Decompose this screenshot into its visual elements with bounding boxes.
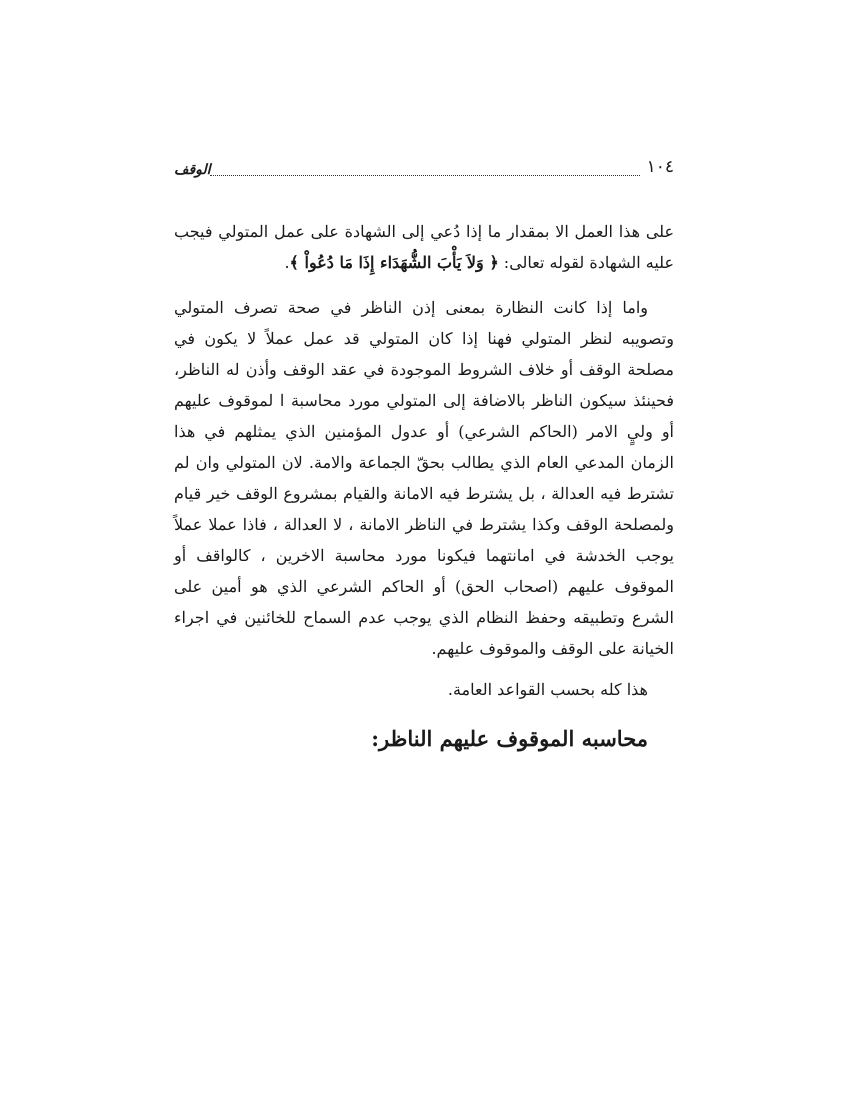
paragraph-2: واما إذا كانت النظارة بمعنى إذن الناظر في صحة تصرف المتولي وتصويبه لنظر المتولي فهنا إذا كان المتولي قد عمل عملاً لا يكون في مصلحة الوقف أو خلاف الشروط الموجودة في عقد الوقف وأذن له الناظر، فحينئذ سيكون الناظر بالاضافة إلى المتولي مورد محاسبة ا لموقوف عليهم أو وليٍ الامر (الحاكم الشرعي) أو عدول المؤمنين الذي يمثلهم في هذا الزمان المدعي العام الذي يطالب بحقّ الجماعة والامة. لان المتولي وان لم تشترط فيه العدالة ، بل يشترط فيه الامانة والقيام بمشروع الوقف خير قيام ولمصلحة الوقف وكذا يشترط في الناظر الامانة ، لا العدالة ، فاذا عملا عملاً يوجب الخدشة في امانتهما فيكونا مورد محاسبة الاخرين ، كالواقف أو الموقوف عليهم (اصحاب الحق) أو الحاكم الشرعي الذي هو أمين على الشرع وتطبيقه وحفظ النظام الذي يوجب عدم السماح للخائنين في اجراء الخيانة على الوقف والموقوف عليهم. — [174, 298, 674, 658]
paragraph-1 — [174, 216, 674, 278]
page-body — [174, 216, 674, 755]
paragraph-1-end: . — [284, 253, 290, 272]
header-dotted-rule — [210, 175, 640, 176]
page-header — [174, 156, 674, 182]
page-number: ١٠٤ — [646, 157, 674, 177]
paragraph-1-intro: على هذا العمل الا بمقدار ما إذا دُعي إلى الشهادة على عمل المتولي فيجب عليه الشهادة لقوله تعالى: — [174, 222, 674, 272]
paragraph-3: هذا كله بحسب القواعد العامة. — [447, 680, 648, 699]
running-title: الوقف — [174, 162, 211, 178]
quran-verse: ﴿ وَلاَ يَأْبَ الشُّهَدَاء إِذَا مَا دُعُواْ ﴾ — [289, 253, 499, 272]
section-heading: محاسبه الموقوف عليهم الناظر: — [371, 726, 648, 751]
